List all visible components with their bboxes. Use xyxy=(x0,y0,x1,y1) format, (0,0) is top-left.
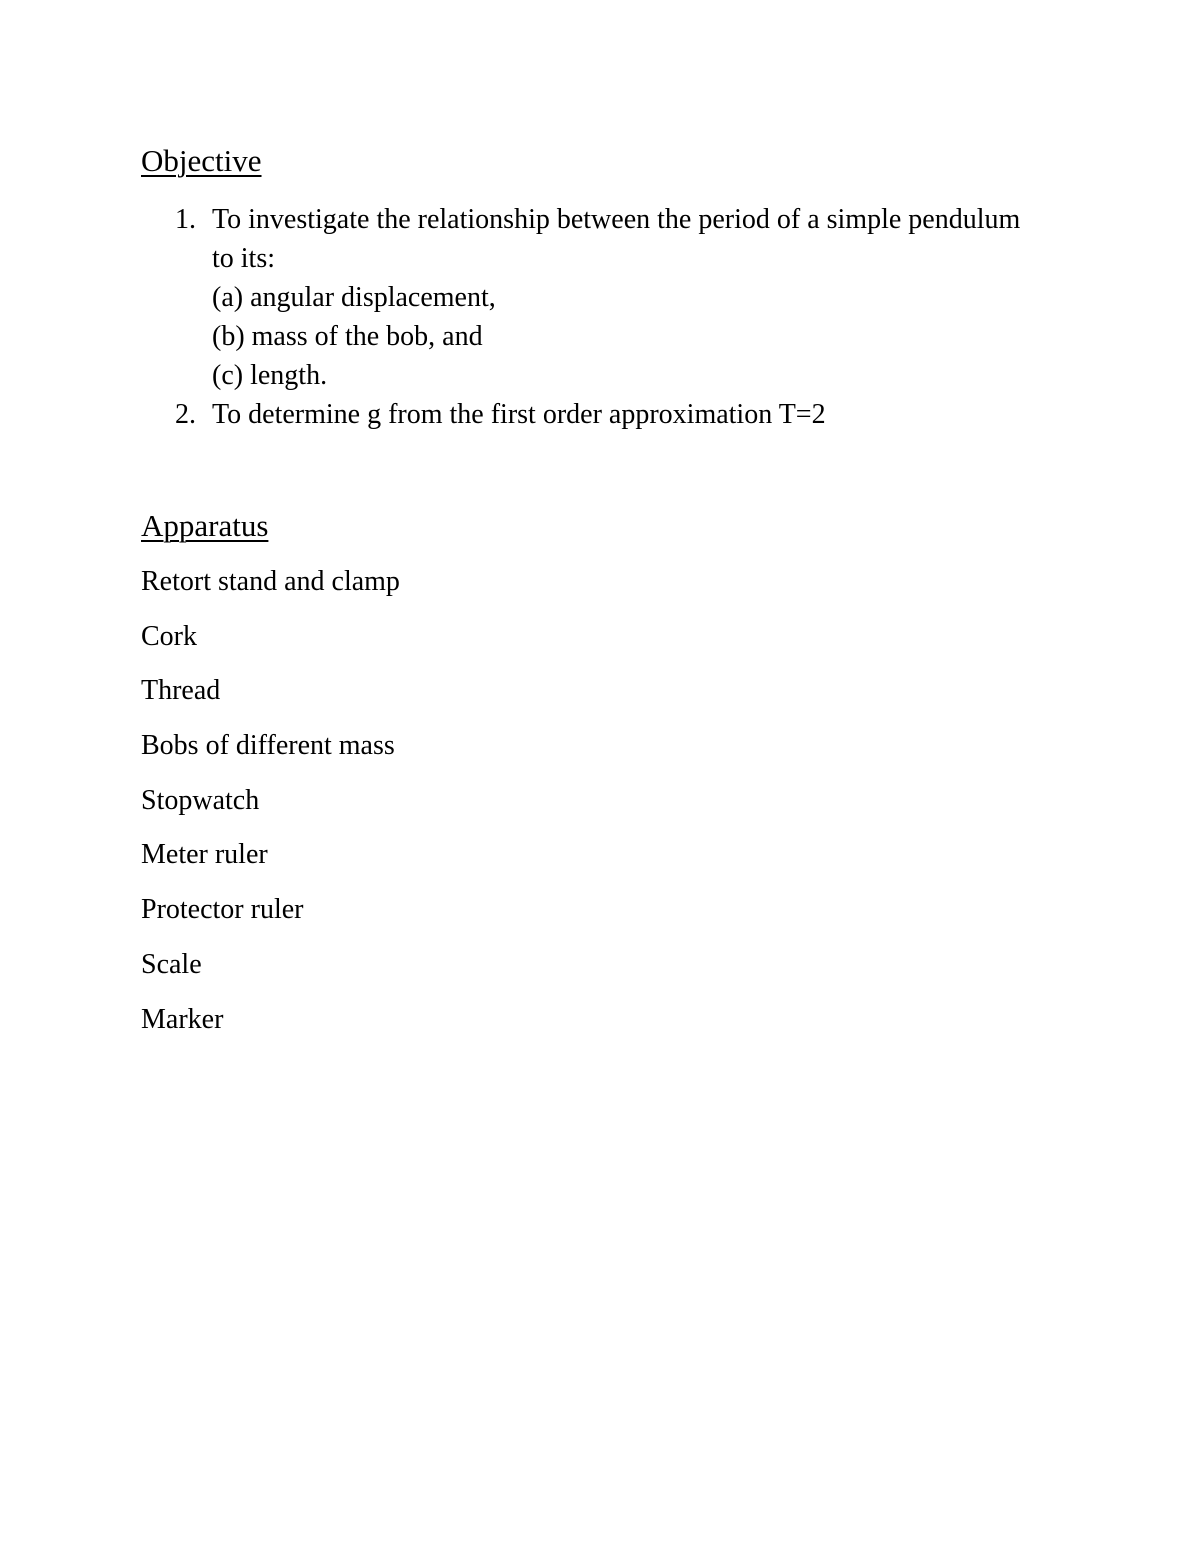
list-number: 2. xyxy=(175,399,196,430)
apparatus-item: Meter ruler xyxy=(141,839,268,871)
apparatus-item: Scale xyxy=(141,948,202,980)
objective-item-text: To determine g from the first order approximation T=2 xyxy=(212,399,826,430)
objective-subitem-c: (c) length. xyxy=(212,360,328,391)
apparatus-item: Cork xyxy=(141,620,197,652)
apparatus-item: Stopwatch xyxy=(141,784,260,816)
objective-heading: Objective xyxy=(141,143,262,178)
objective-item-2 xyxy=(175,395,1035,434)
list-number: 1. xyxy=(175,204,196,235)
apparatus-item: Thread xyxy=(141,675,221,707)
apparatus-item: Retort stand and clamp xyxy=(141,566,400,597)
objective-subitem-a: (a) angular displacement, xyxy=(212,282,496,313)
objective-list xyxy=(175,200,1035,434)
apparatus-item: Bobs of different mass xyxy=(141,730,395,762)
apparatus-heading: Apparatus xyxy=(141,508,269,543)
objective-subitem-b: (b) mass of the bob, and xyxy=(212,321,483,352)
apparatus-item: Protector ruler xyxy=(141,894,304,926)
objective-item-1 xyxy=(175,200,1035,395)
apparatus-item: Marker xyxy=(141,1003,224,1035)
objective-item-text: To investigate the relationship between the period of a simple pendulum to its: xyxy=(212,204,1021,274)
apparatus-list xyxy=(141,562,400,1054)
